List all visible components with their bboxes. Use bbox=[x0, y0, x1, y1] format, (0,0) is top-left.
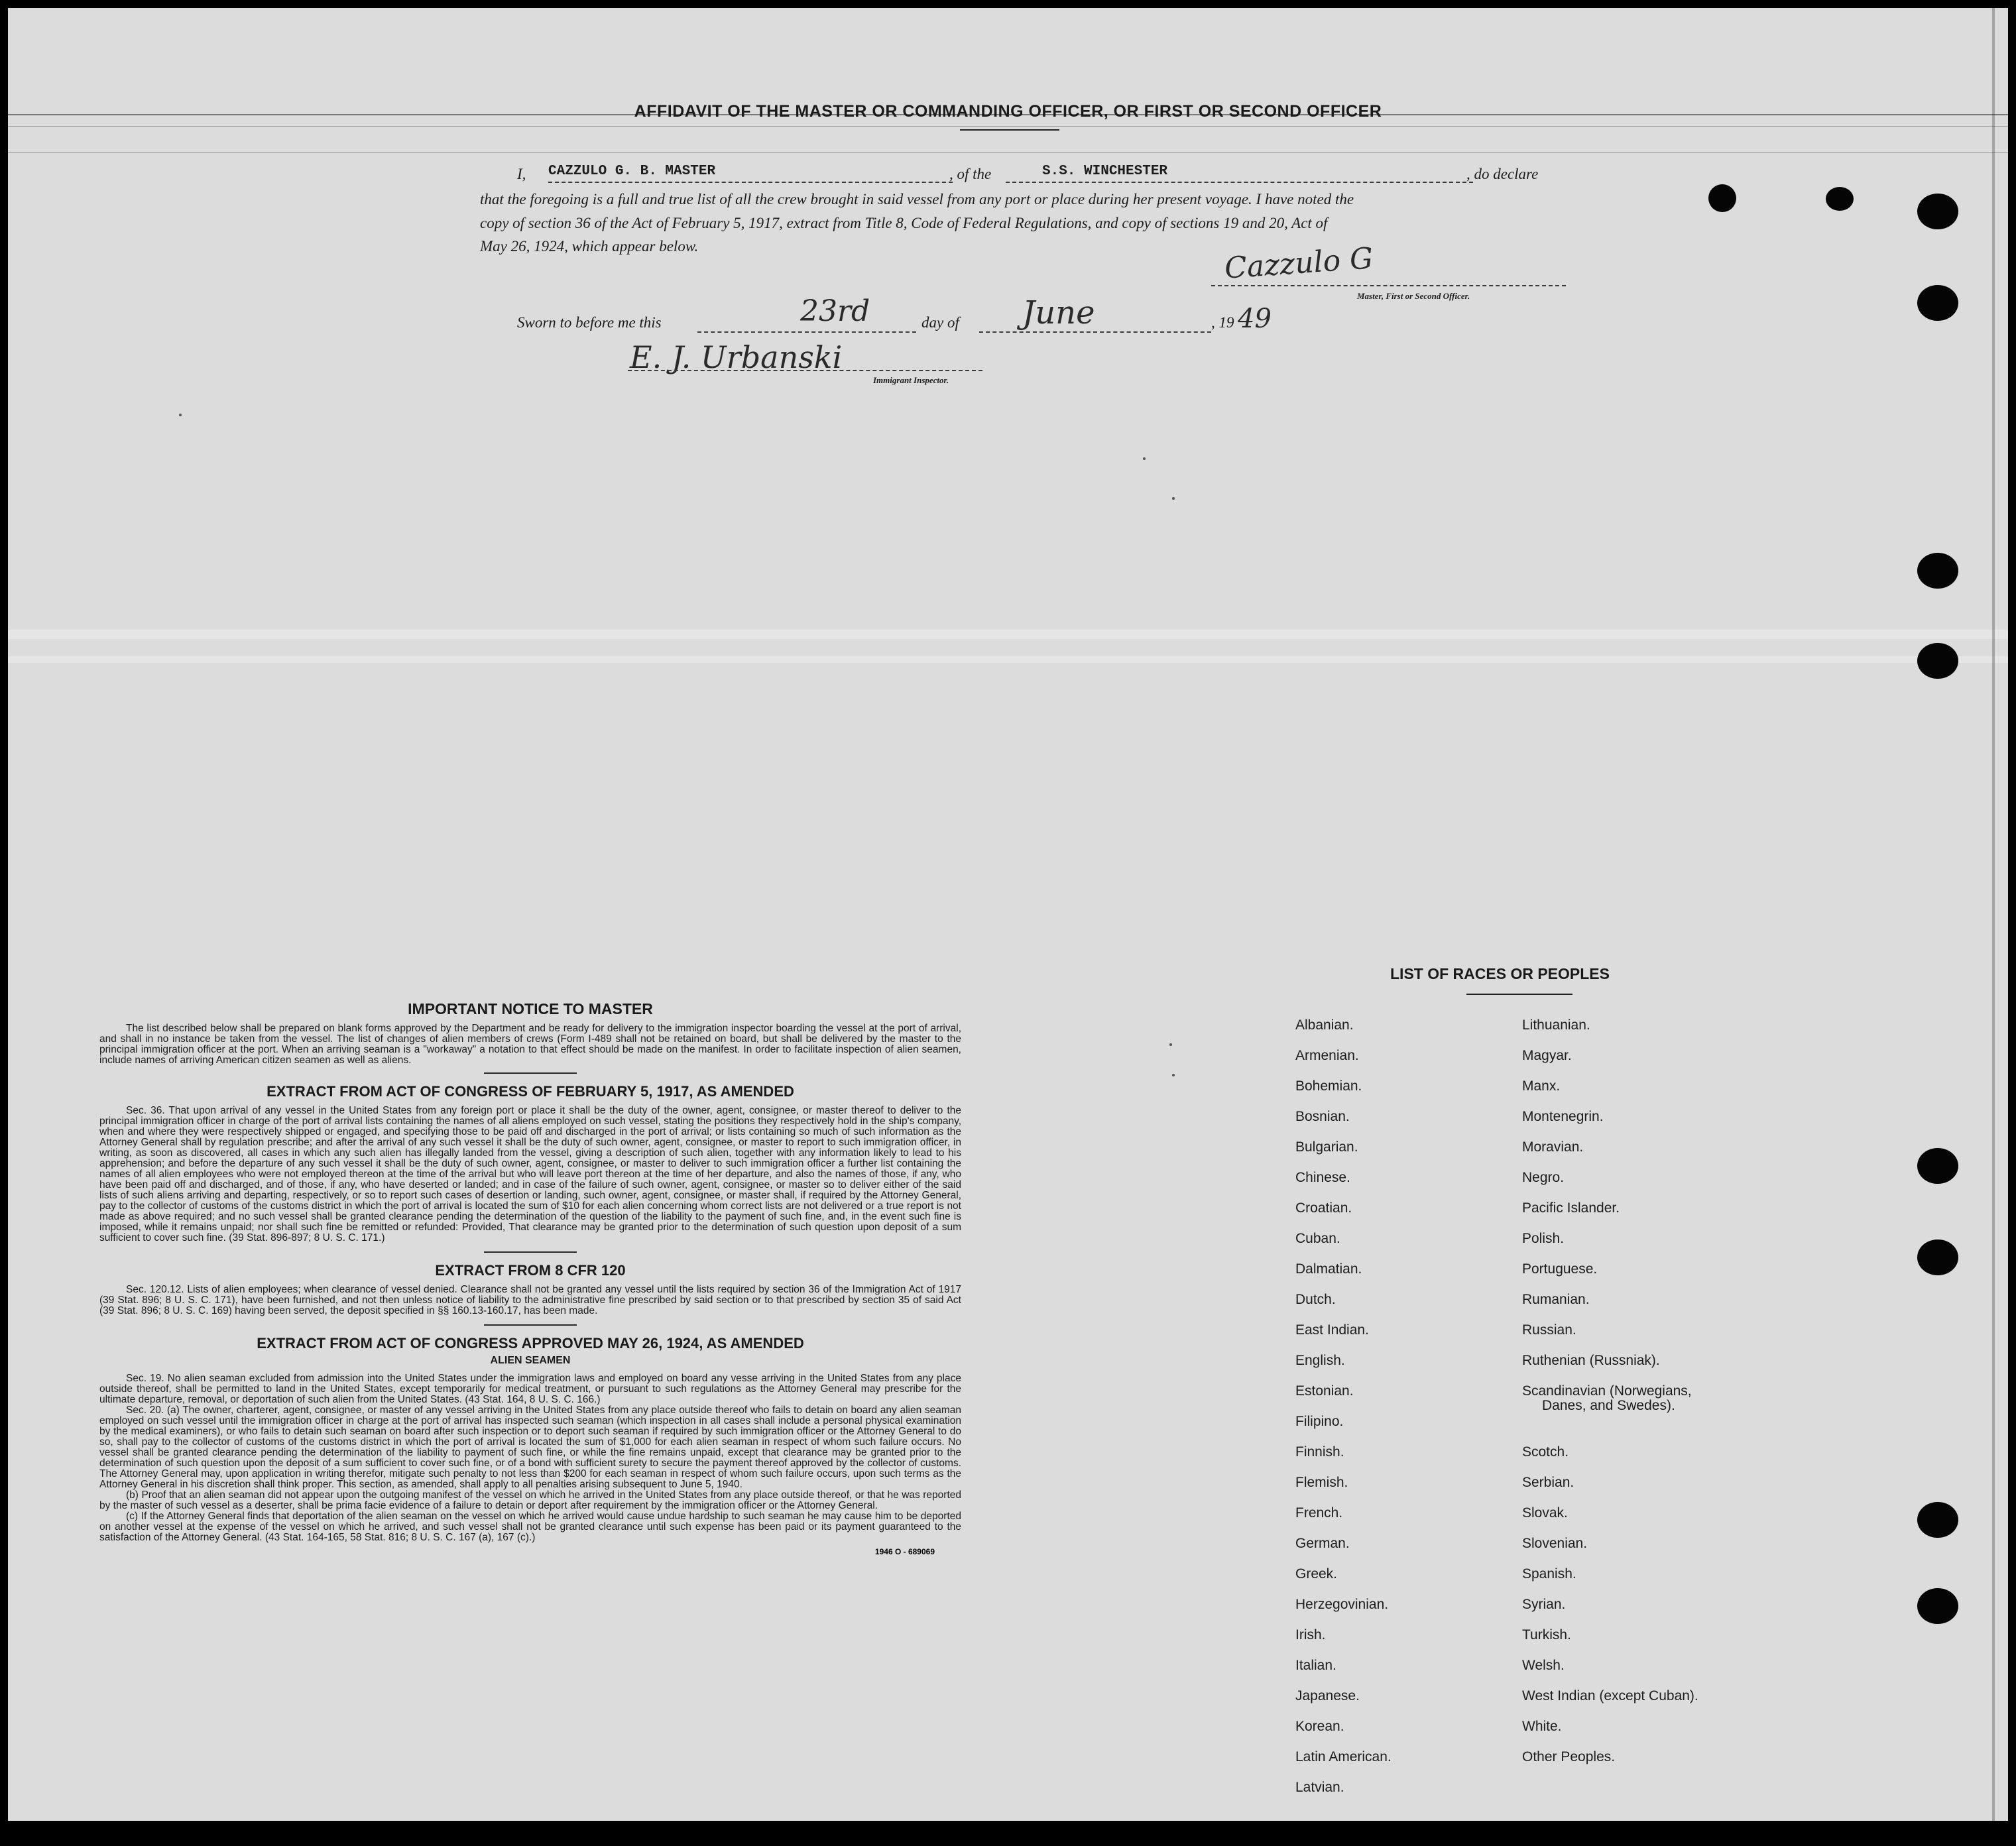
race-item: Turkish. bbox=[1522, 1627, 1571, 1643]
race-item: Slovak. bbox=[1522, 1505, 1568, 1521]
notice-body: The list described below shall be prepared on blank forms approved by the Department and be ready for delivery to the immigration inspector boarding the vessel at the port of arrival, and shall in no instance be taken from the vessel. The list of changes of alien members of crews (Form I-489 shall not be retained on board, but shall be delivered by the master to the principal immigration officer at the port. When an arriving seaman is a "workaway" a notation to that effect should be made on the manifest. In order to facilitate inspection of alien seamen, include names of arriving American citizen seamen as well as aliens. bbox=[99, 1023, 961, 1066]
sworn-month: June bbox=[1022, 294, 1095, 331]
race-item: Scandinavian (Norwegians, bbox=[1522, 1383, 1692, 1399]
inspector-signature-line bbox=[628, 370, 982, 371]
sworn-day-line bbox=[697, 331, 916, 333]
year-prefix: , 19 bbox=[1211, 314, 1234, 331]
inspector-signature: E. J. Urbanski bbox=[630, 339, 843, 375]
fold-band-2 bbox=[8, 656, 2008, 663]
extract1-body: Sec. 36. That upon arrival of any vessel in the United States from any foreign port or place it shall be the duty of the owner, agent, consignee, or master thereof to deliver to the principal immigration officer in charge of the port of arrival lists containing the names of all aliens employed on such vessel, stating the positions they respectively hold in the ship's company, when and where they were respectively shipped or engaged, and specifying those to be paid off and discharged in the port of arrival; or lists containing so much of such information as the Attorney General shall by regulation prescribe; and after the arrival of any such vessel it shall be the duty of such owner, agent, consignee, or master to report to such immigration officer, in writing, as soon as discovered, all cases in which any such alien has illegally landed from the vessel, giving a description of such alien, together with any information likely to lead to his apprehension; and before the departure of any such vessel it shall be the duty of such owner, agent, consignee, or master to deliver to such immigration officer a further list containing the names of all alien employees who were not employed thereon at the time of the arrival but who will leave port thereon at the time of her departure, and also the names of those, if any, who have been paid off and discharged, and of those, if any, who have deserted or landed; and in case of the failure of such owner, agent, consignee, or master so to deliver either of the said lists of such aliens arriving and departing, respectively, or so to report such cases of desertion or landing, such owner, agent, consignee, or master shall, if required by the Attorney General, pay to the collector of customs of the customs district in which the port of arrival is located the sum of $10 for each alien concerning whom correct lists are not delivered or a true report is not made as above required; and no such vessel shall be granted clearance pending the determination of the question of the liability to the payment of such fine, and, in the event such fine is imposed, while it remains unpaid; nor shall such fine be remitted or refunded: Provided, That clearance may be granted prior to the determination of such question upon deposit of a sum sufficient to cover such fine. (39 Stat. 896-897; 8 U. S. C. 171.) bbox=[99, 1105, 961, 1243]
punch-hole bbox=[1917, 194, 1958, 229]
scan-speck bbox=[179, 414, 182, 416]
race-item: Portuguese. bbox=[1522, 1261, 1598, 1277]
punch-hole bbox=[1917, 553, 1958, 589]
race-item: Negro. bbox=[1522, 1170, 1565, 1185]
race-item: Dalmatian. bbox=[1295, 1261, 1362, 1277]
race-item: Moravian. bbox=[1522, 1139, 1584, 1155]
document-page bbox=[8, 8, 2008, 1821]
extract1-divider bbox=[484, 1251, 577, 1253]
race-item: Dutch. bbox=[1295, 1292, 1336, 1307]
race-item: Albanian. bbox=[1295, 1017, 1354, 1033]
race-item: Greek. bbox=[1295, 1566, 1338, 1582]
race-item: Japanese. bbox=[1295, 1688, 1360, 1703]
notice-section bbox=[99, 1000, 961, 1556]
race-item: French. bbox=[1295, 1505, 1343, 1521]
race-item: Magyar. bbox=[1522, 1048, 1572, 1063]
race-item: White. bbox=[1522, 1719, 1562, 1734]
race-item: Flemish. bbox=[1295, 1475, 1348, 1490]
race-item: Latvian. bbox=[1295, 1780, 1344, 1795]
of-the-label: , of the bbox=[949, 166, 992, 182]
race-item: Chinese. bbox=[1295, 1170, 1350, 1185]
races-left-column bbox=[1295, 1017, 1392, 1810]
race-item: West Indian (except Cuban). bbox=[1522, 1688, 1698, 1703]
race-item: Irish. bbox=[1295, 1627, 1326, 1643]
race-item: Bulgarian. bbox=[1295, 1139, 1358, 1155]
extract3-subtitle: ALIEN SEAMEN bbox=[490, 1355, 571, 1366]
sworn-year: 49 bbox=[1238, 304, 1272, 334]
race-item: Filipino. bbox=[1295, 1414, 1344, 1429]
punch-hole bbox=[1917, 1588, 1958, 1624]
affidavit-body-line-1: that the foregoing is a full and true list of all the crew brought in said vessel from any port or place during her present voyage. I have noted the bbox=[480, 191, 1354, 207]
day-of-label: day of bbox=[921, 314, 959, 331]
race-item: Korean. bbox=[1295, 1719, 1344, 1734]
extract1-title: EXTRACT FROM ACT OF CONGRESS OF FEBRUARY 5, 1917, AS AMENDED bbox=[267, 1083, 794, 1100]
race-item: Syrian. bbox=[1522, 1597, 1566, 1612]
race-item: Danes, and Swedes). bbox=[1542, 1398, 1675, 1413]
scan-speck bbox=[1172, 1074, 1175, 1076]
right-edge-shadow bbox=[1992, 8, 1995, 1821]
race-item: Welsh. bbox=[1522, 1658, 1565, 1673]
inspector-caption: Immigrant Inspector. bbox=[873, 375, 949, 385]
race-item: Scotch. bbox=[1522, 1444, 1569, 1460]
race-item: Estonian. bbox=[1295, 1383, 1354, 1399]
race-item: Herzegovinian. bbox=[1295, 1597, 1389, 1612]
vessel-name: S.S. WINCHESTER bbox=[1042, 164, 1168, 179]
affidavit-body-line-2: copy of section 36 of the Act of February 5, 1917, extract from Title 8, Code of Federal Regulations, and copy of sections 19 and 20, Act of bbox=[480, 215, 1328, 231]
extract3-sec20b: (b) Proof that an alien seaman did not appear upon the outgoing manifest of the vessel on which he arrived in the United States from any place outside thereof, or that he was reported by the master of such vessel as a deserter, shall be prima facie evidence of a failure to detain or deport after requirement by the immigration officer or the Attorney General. bbox=[99, 1489, 961, 1511]
race-item: Lithuanian. bbox=[1522, 1017, 1590, 1033]
punch-hole bbox=[1917, 1502, 1958, 1538]
notice-divider bbox=[484, 1072, 577, 1074]
top-rule-thin bbox=[8, 126, 2008, 127]
extract3-sec20c: (c) If the Attorney General finds that deportation of the alien seaman on the vessel on which he arrived would cause undue hardship to such seaman he may cause him to be deported on another vessel at the expense of the vessel on which he arrived, and such vessel shall not be granted clearance until such expense has been paid or its payment guaranteed to the satisfaction of the Attorney General. (43 Stat. 164-165, 58 Stat. 816; 8 U. S. C. 167 (a), 167 (c).) bbox=[99, 1511, 961, 1543]
races-right-column bbox=[1522, 1017, 1698, 1779]
race-item: Pacific Islander. bbox=[1522, 1200, 1620, 1216]
race-item: Bohemian. bbox=[1295, 1078, 1362, 1094]
race-item: Armenian. bbox=[1295, 1048, 1359, 1063]
scan-speck bbox=[1172, 497, 1175, 500]
race-item: East Indian. bbox=[1295, 1322, 1369, 1338]
race-item: Russian. bbox=[1522, 1322, 1576, 1338]
master-signature: Cazzulo G bbox=[1223, 241, 1374, 286]
race-item: Latin American. bbox=[1295, 1749, 1392, 1764]
master-name: CAZZULO G. B. MASTER bbox=[548, 164, 716, 179]
race-item: Spanish. bbox=[1522, 1566, 1576, 1582]
races-title: LIST OF RACES OR PEOPLES bbox=[1390, 965, 1610, 982]
scan-speck bbox=[1143, 457, 1146, 460]
race-item: Montenegrin. bbox=[1522, 1109, 1604, 1124]
punch-hole bbox=[1917, 1240, 1958, 1275]
extract2-title: EXTRACT FROM 8 CFR 120 bbox=[435, 1262, 626, 1279]
page-title: AFFIDAVIT OF THE MASTER OR COMMANDING OFFICER, OR FIRST OR SECOND OFFICER bbox=[634, 102, 1382, 121]
master-signature-caption: Master, First or Second Officer. bbox=[1357, 291, 1470, 301]
affidavit-i: I, bbox=[517, 166, 526, 182]
extract2-body: Sec. 120.12. Lists of alien employees; when clearance of vessel denied. Clearance shall not be granted any vessel until the lists required by section 36 of the Immigration Act of 1917 (39 Stat. 896; 8 U. S. C. 171), have been furnished, and not then unless notice of liability to the administrative fine prescribed by said section or to that prescribed by section 35 of said Act (39 Stat. 896; 8 U. S. C. 169) having been served, the deposit specified in §§ 160.13-160.17, has been made. bbox=[99, 1284, 961, 1316]
race-item: English. bbox=[1295, 1353, 1345, 1368]
master-name-line bbox=[548, 182, 953, 183]
punch-hole bbox=[1917, 285, 1958, 321]
race-item: Other Peoples. bbox=[1522, 1749, 1616, 1764]
race-item: German. bbox=[1295, 1536, 1350, 1551]
race-item: Slovenian. bbox=[1522, 1536, 1588, 1551]
notice-title: IMPORTANT NOTICE TO MASTER bbox=[408, 1000, 653, 1017]
race-item: Bosnian. bbox=[1295, 1109, 1350, 1124]
punch-hole bbox=[1917, 643, 1958, 679]
punch-hole-small bbox=[1708, 184, 1736, 212]
race-item: Cuban. bbox=[1295, 1231, 1340, 1246]
race-item: Croatian. bbox=[1295, 1200, 1352, 1216]
race-item: Italian. bbox=[1295, 1658, 1336, 1673]
scan-speck bbox=[1169, 1043, 1172, 1046]
race-item: Finnish. bbox=[1295, 1444, 1344, 1460]
extract2-divider bbox=[484, 1324, 577, 1326]
race-item: Polish. bbox=[1522, 1231, 1565, 1246]
sworn-month-line bbox=[979, 331, 1211, 333]
master-signature-line bbox=[1211, 285, 1566, 286]
race-item: Serbian. bbox=[1522, 1475, 1574, 1490]
sworn-label: Sworn to before me this bbox=[517, 314, 662, 331]
affidavit-body-line-3: May 26, 1924, which appear below. bbox=[480, 238, 699, 255]
print-code: 1946 O - 689069 bbox=[874, 1547, 935, 1556]
punch-hole-small bbox=[1826, 187, 1854, 211]
vessel-line bbox=[1006, 182, 1473, 183]
punch-hole bbox=[1917, 1148, 1958, 1184]
races-title-underline bbox=[1466, 994, 1572, 995]
extract3-sec20a: Sec. 20. (a) The owner, charterer, agent, consignee, or master of any vessel arriving in the United States from any place outside thereof who fails to detain on board any alien seaman employed on such vessel until the immigration officer in charge at the port of arrival has inspected such seaman (which inspection in all cases shall include a personal physical examination by the medical examiners), or who fails to detain such seaman on board after such inspection or to deport such seaman if required by such immigration officer or the Attorney General to do so, shall pay to the collector of customs of the customs district in which the port of arrival is located the sum of $1,000 for each alien seaman in respect of whom such failure occurs. No vessel shall be granted clearance pending the determination of the liability to payment of such fine, or while the fine remains unpaid, except that clearance may be granted prior to the determination of such question upon the deposit of a sum sufficient to cover such fine, or of a bond with sufficient surety to secure the payment thereof approved by the collector of customs. The Attorney General may, upon application in writing therefor, mitigate such penalty to not less than $200 for each seaman in respect of whom such failure occurs, upon such terms as the Attorney General in his discretion shall think proper. This section, as amended, shall apply to all penalties arising subsequent to June 5, 1940. bbox=[99, 1405, 961, 1490]
do-declare-label: , do declare bbox=[1466, 166, 1539, 182]
extract3-sec19: Sec. 19. No alien seaman excluded from admission into the United States under the immigration laws and employed on board any vesse arriving in the United States from any place outside thereof, shall be permitted to land in the United States, except temporarily for medical treatment, or pursuant to such regulations as the Attorney General may prescribe for the ultimate departure, removal, or deportation of such alien from the United States. (43 Stat. 164, 8 U. S. C. 166.) bbox=[99, 1373, 961, 1405]
header-rule bbox=[8, 152, 2008, 153]
extract3-title: EXTRACT FROM ACT OF CONGRESS APPROVED MAY 26, 1924, AS AMENDED bbox=[257, 1335, 804, 1352]
race-item: Manx. bbox=[1522, 1078, 1561, 1094]
sworn-day: 23rd bbox=[800, 294, 870, 328]
fold-band-1 bbox=[8, 630, 2008, 639]
race-item: Rumanian. bbox=[1522, 1292, 1590, 1307]
race-item: Ruthenian (Russniak). bbox=[1522, 1353, 1660, 1368]
title-underline bbox=[960, 129, 1059, 131]
